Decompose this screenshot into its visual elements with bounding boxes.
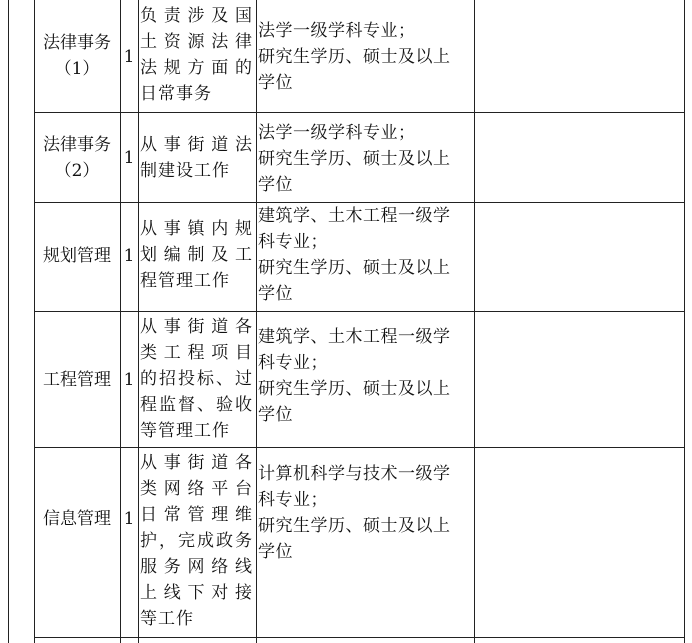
duty-line: 上线下对接 <box>140 583 253 603</box>
duty-line: 负责涉及国 <box>140 6 253 26</box>
table-border-col1 <box>34 0 35 643</box>
row-divider <box>34 112 685 113</box>
requirement-cell: 计算机科学与技术一级学 科专业； 研究生学历、硕士及以上 学位 <box>258 464 451 562</box>
position-name-cell <box>34 506 120 532</box>
table-border-col3 <box>138 0 139 643</box>
table-border-right <box>684 0 685 643</box>
requirement-cell: 建筑学、土木工程一级学 科专业； 研究生学历、硕士及以上 学位 <box>258 327 451 425</box>
duty-cell <box>140 132 253 184</box>
headcount-cell: 1 <box>123 47 135 67</box>
duty-line: 法规方面的 <box>140 58 253 78</box>
position-name-cell <box>34 367 120 393</box>
table-border-col4 <box>256 0 257 643</box>
duty-line: 土资源法律 <box>140 32 253 52</box>
headcount-cell: 1 <box>123 509 135 529</box>
headcount-cell: 1 <box>123 246 135 266</box>
duty-cell <box>140 314 253 444</box>
row-divider <box>34 311 685 312</box>
duty-line: 护，完成政务 <box>140 531 253 551</box>
position-name-line: 法律事务 <box>43 33 111 53</box>
position-name-line: 法律事务 <box>43 135 111 155</box>
requirement-cell: 建筑学、土木工程一级学 科专业； 研究生学历、硕士及以上 学位 <box>258 206 451 304</box>
position-name-cell <box>34 132 120 184</box>
duty-line: 从事街道各 <box>140 317 253 337</box>
duty-line: 服务网络线 <box>140 557 253 577</box>
duty-line: 的招投标、过 <box>140 369 253 389</box>
position-name-cell <box>34 30 120 82</box>
duty-line: 划编制及工 <box>140 245 253 265</box>
duty-line: 从事镇内规 <box>140 219 253 239</box>
duty-line: 制建设工作 <box>140 161 230 181</box>
requirement-cell: 法学一级学科专业； 研究生学历、硕士及以上 学位 <box>258 123 451 195</box>
duty-line: 等工作 <box>140 609 194 629</box>
position-name-cell <box>34 243 120 269</box>
duty-cell <box>140 216 253 294</box>
row-divider <box>34 447 685 448</box>
table-border-col5 <box>474 0 475 643</box>
requirement-cell: 法学一级学科专业； 研究生学历、硕士及以上 学位 <box>258 21 451 93</box>
table-border-col2 <box>120 0 121 643</box>
duty-cell <box>140 450 253 632</box>
headcount-cell: 1 <box>123 148 135 168</box>
duty-line: 从事街道法 <box>140 135 253 155</box>
duty-line: 日常管理维 <box>140 505 253 525</box>
duty-line: 类网络平台 <box>140 479 253 499</box>
duty-line: 程监督、验收 <box>140 395 253 415</box>
position-name-line: （2） <box>54 161 100 181</box>
table-border-left <box>8 0 9 643</box>
row-divider <box>34 637 685 638</box>
duty-line: 类工程项目 <box>140 343 253 363</box>
duty-line: 从事街道各 <box>140 453 253 473</box>
position-name-line: 规划管理 <box>43 246 111 266</box>
position-name-line: 信息管理 <box>43 509 111 529</box>
duty-line: 程管理工作 <box>140 271 230 291</box>
headcount-cell: 1 <box>123 370 135 390</box>
duty-line: 日常事务 <box>140 84 212 104</box>
duty-cell <box>140 3 253 107</box>
position-name-line: （1） <box>54 59 100 79</box>
position-name-line: 工程管理 <box>43 370 111 390</box>
duty-line: 等管理工作 <box>140 421 230 441</box>
